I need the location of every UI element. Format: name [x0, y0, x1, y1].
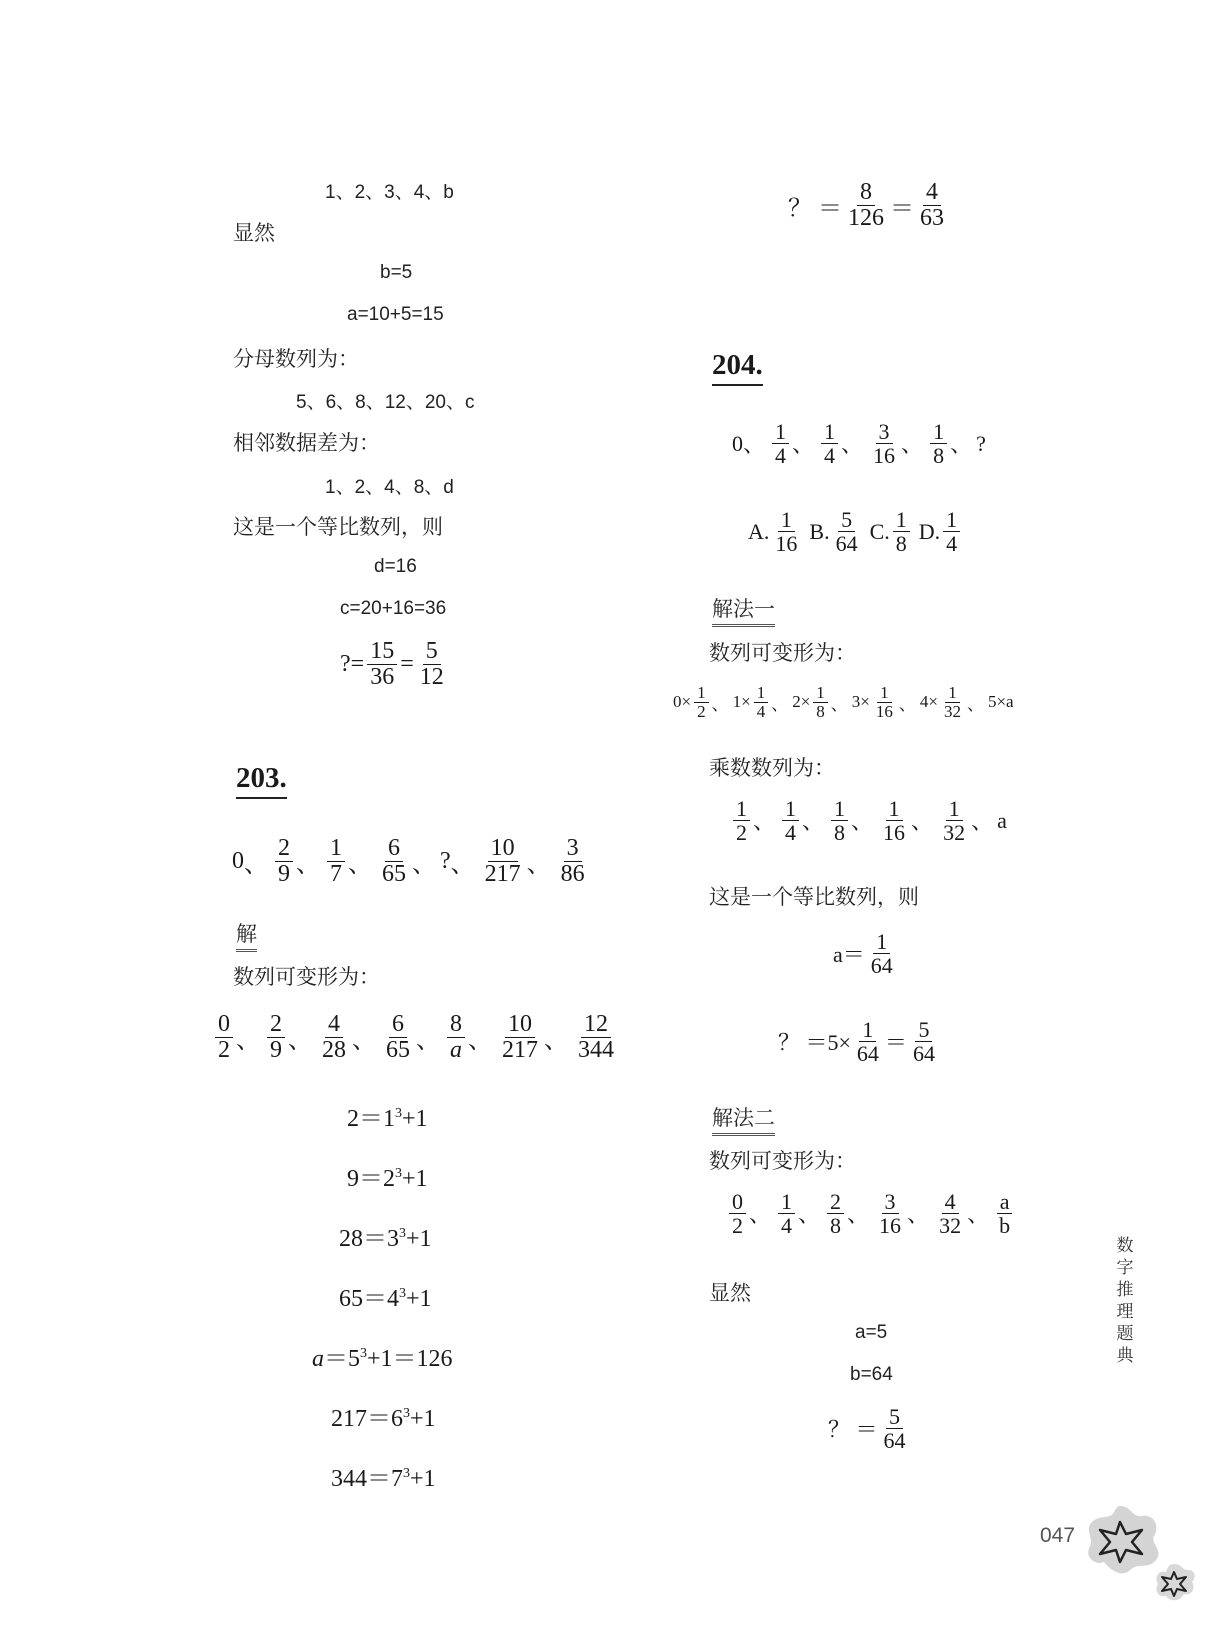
b-equation: b=5	[380, 262, 413, 283]
option-d: D. $\frac{1}{4}$	[919, 508, 963, 555]
b-value: b=64	[850, 1364, 893, 1385]
left-result: ? = $\frac{15}{36}$ = $\frac{5}{12}$	[340, 638, 444, 691]
a-value: a=5	[855, 1322, 888, 1343]
page-number: 047	[1040, 1524, 1076, 1547]
cube-equation-3: $28=3^3+1$	[339, 1226, 432, 1252]
question-solution: ？ ＝5× $\frac{1}{64}$ ＝ $\frac{5}{64}$	[778, 1017, 935, 1067]
geometric-intro: 这是一个等比数列，则	[233, 515, 443, 539]
option-a: A. $\frac{1}{16}$	[748, 507, 798, 557]
denominator-sequence: 5、6、8、12、20、c	[296, 392, 475, 413]
answer-options	[748, 508, 963, 555]
problem-203-question: 0 、 $\frac{2}{9}$ 、 $\frac{1}{7}$ 、 $\frac{6}{65}$ 、 ? 、 $\frac{10}{217}$ 、 $\frac{3}{86}$	[232, 835, 585, 888]
problem-204-title: 204.	[712, 349, 763, 386]
book-title-vertical: 数字推理题典	[1116, 1236, 1134, 1366]
cube-equation-5: $a=5^3+1=126$	[312, 1346, 453, 1372]
cube-equation-2: $9=2^3+1$	[347, 1166, 428, 1192]
method-1-terms: 0× $\frac{1}{2}$ 、 1× $\frac{1}{4}$ 、 2× $\frac{1}{8}$ 、 3× $\frac{1}{16}$ 、 4× $\frac{1}{32}$ 、 5×a	[673, 683, 1014, 721]
method-1-transform-intro: 数列可变形为：	[709, 641, 856, 665]
c-equation: c=20+16=36	[340, 598, 447, 619]
transform-intro: 数列可变形为：	[233, 965, 380, 989]
transformed-sequence: $\frac{0}{2}$ 、 $\frac{2}{9}$ 、 $\frac{4}{28}$ 、 $\frac{6}{65}$ 、 $\frac{8}{a}$ 、 $\frac{10}{217}$ 、 $\frac{12}{344}$	[212, 1012, 620, 1063]
method-2-label: 解法二	[712, 1102, 775, 1136]
cube-equation-7: $344=7^3+1$	[331, 1466, 436, 1492]
option-b: B. $\frac{5}{64}$	[809, 507, 858, 557]
top-right-result: ？ ＝ $\frac{8}{126}$ ＝ $\frac{4}{63}$	[788, 179, 944, 232]
difference-intro: 相邻数据差为：	[233, 431, 380, 455]
option-c: C. $\frac{1}{8}$	[870, 508, 913, 555]
problem-203-title: 203.	[236, 762, 287, 799]
cube-equation-1: $2=1^3+1$	[347, 1106, 428, 1132]
obviously-text: 显然	[233, 221, 275, 245]
multiplier-sequence: $\frac{1}{2}$ 、 $\frac{1}{4}$ 、 $\frac{1}{8}$ 、 $\frac{1}{16}$ 、 $\frac{1}{32}$ 、 a	[730, 797, 1007, 844]
problem-204-question: 0 、 $\frac{1}{4}$ 、 $\frac{1}{4}$ 、 $\frac{3}{16}$ 、 $\frac{1}{8}$ 、 ?	[732, 419, 986, 469]
method-1-label: 解法一	[712, 593, 775, 627]
small-star-burst-icon	[1150, 1560, 1200, 1606]
diff-sequence-b: 1、2、3、4、b	[325, 182, 454, 203]
geometric-intro-right: 这是一个等比数列，则	[709, 885, 919, 909]
final-answer: ？ ＝ $\frac{5}{64}$	[828, 1404, 906, 1454]
method-2-transform-intro: 数列可变形为：	[709, 1149, 856, 1173]
difference-sequence: 1、2、4、8、d	[325, 477, 454, 498]
cube-equation-4: $65=4^3+1$	[339, 1286, 432, 1312]
d-equation: d=16	[374, 556, 417, 577]
a-equation: a=10+5=15	[347, 304, 444, 325]
multiplier-intro: 乘数数列为：	[709, 756, 835, 780]
a-solution: a＝ $\frac{1}{64}$	[833, 929, 893, 979]
cube-equation-6: $217=6^3+1$	[331, 1406, 436, 1432]
obviously-text-right: 显然	[709, 1281, 751, 1305]
denominator-intro: 分母数列为：	[233, 347, 359, 371]
solution-label: 解	[236, 918, 257, 952]
method-2-terms: $\frac{0}{2}$ 、 $\frac{1}{4}$ 、 $\frac{2}{8}$ 、 $\frac{3}{16}$ 、 $\frac{4}{32}$ 、 $\frac{a}{b}$	[726, 1190, 1016, 1237]
